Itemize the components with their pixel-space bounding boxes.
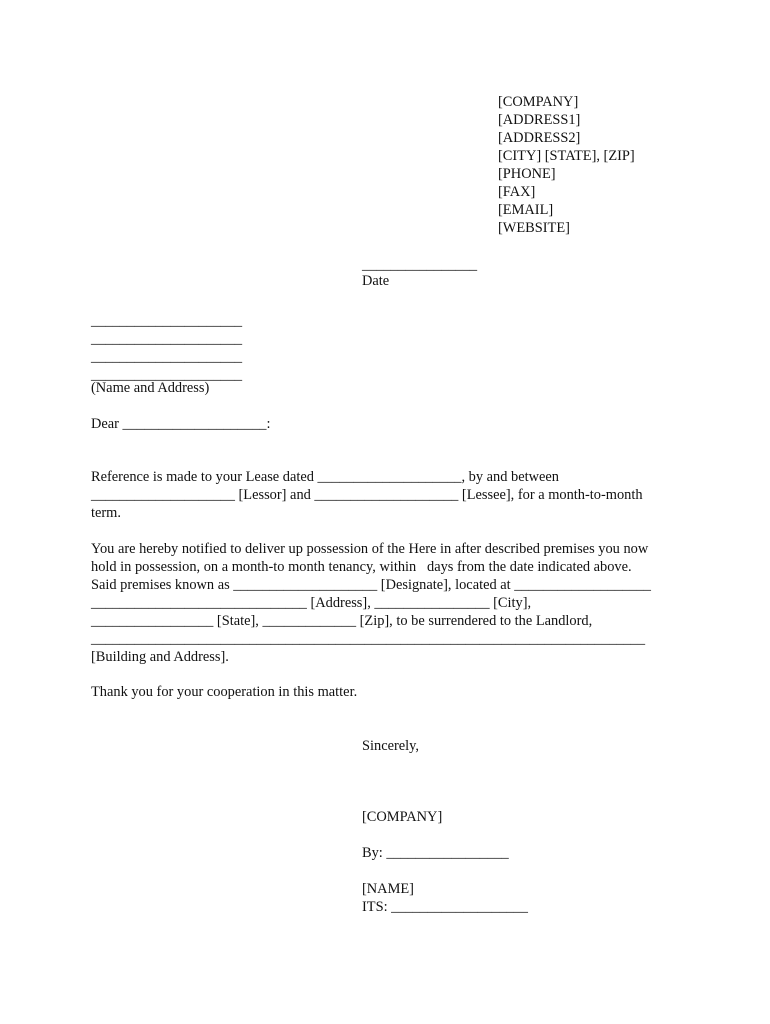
paragraph-line: _________________ [State], _____________ [Zip], to be surrendered to the Landlord,	[91, 613, 593, 629]
sender-city-state-zip: [CITY] [STATE], [ZIP]	[498, 148, 635, 164]
sender-website: [WEBSITE]	[498, 220, 570, 236]
recipient-line-2: _____________________	[91, 331, 243, 347]
paragraph-line: Reference is made to your Lease dated ____________________, by and between	[91, 469, 559, 485]
sender-email: [EMAIL]	[498, 202, 554, 218]
sender-block	[498, 93, 635, 237]
paragraph-line: hold in possession, on a month-to month tenancy, within days from the date indicated above.	[91, 559, 632, 575]
paragraph-line: term.	[91, 505, 121, 521]
paragraph-line: _____________________________________________________________________________	[91, 631, 646, 647]
closing-sincerely: Sincerely,	[362, 738, 420, 754]
paragraph-line: ______________________________ [Address], ________________ [City],	[91, 595, 532, 611]
date-blank: ________________	[362, 257, 478, 273]
sender-address1: [ADDRESS1]	[498, 112, 581, 128]
sender-address2: [ADDRESS2]	[498, 130, 581, 146]
closing-its-title: ITS: ___________________	[362, 899, 528, 915]
recipient-label: (Name and Address)	[91, 380, 210, 396]
closing-company: [COMPANY]	[362, 809, 443, 825]
reference-paragraph	[91, 468, 643, 522]
paragraph-line: [Building and Address].	[91, 649, 229, 665]
sender-phone: [PHONE]	[498, 166, 556, 182]
recipient-line-3: _____________________	[91, 349, 243, 365]
recipient-line-4: _____________________	[91, 367, 243, 383]
recipient-line-1: _____________________	[91, 313, 243, 329]
sender-fax: [FAX]	[498, 184, 536, 200]
sender-company: [COMPANY]	[498, 94, 579, 110]
salutation: Dear ____________________:	[91, 416, 271, 432]
paragraph-line: You are hereby notified to deliver up possession of the Here in after described premises you now	[91, 541, 649, 557]
paragraph-line: Said premises known as ____________________ [Designate], located at ___________________	[91, 577, 651, 593]
paragraph-line: ____________________ [Lessor] and ____________________ [Lessee], for a month-to-month	[91, 487, 643, 503]
notice-paragraph	[91, 540, 651, 666]
closing-name: [NAME]	[362, 881, 414, 897]
closing-by-signature: By: _________________	[362, 845, 509, 861]
thanks-line: Thank you for your cooperation in this matter.	[91, 684, 358, 700]
date-label: Date	[362, 273, 390, 289]
